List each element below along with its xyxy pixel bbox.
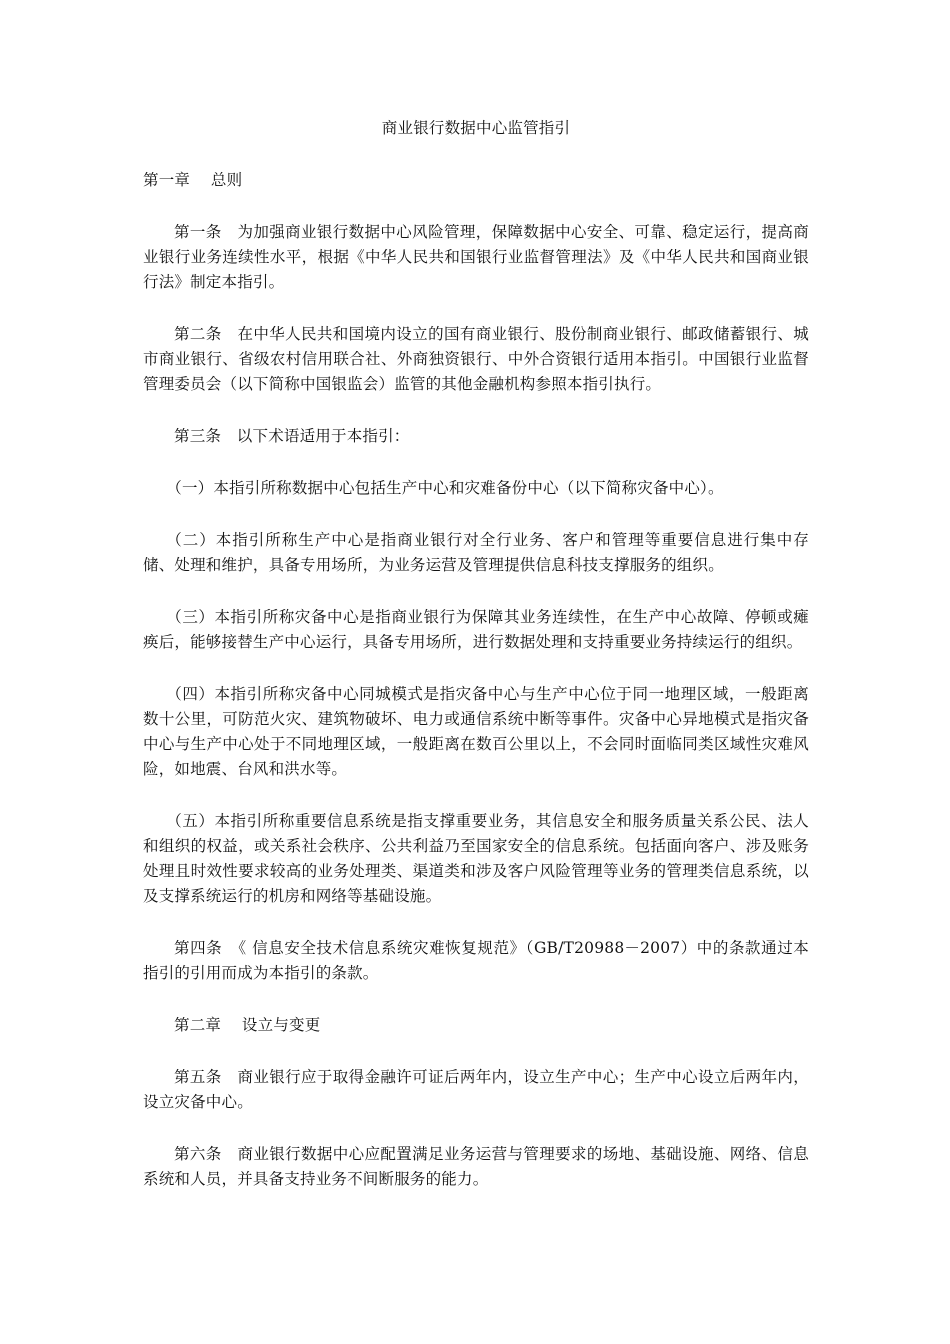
- article-paragraph: 第五条 商业银行应于取得金融许可证后两年内，设立生产中心；生产中心设立后两年内，设立灾备中心。: [143, 1068, 809, 1111]
- article-paragraph: 第二条 在中华人民共和国境内设立的国有商业银行、股份制商业银行、邮政储蓄银行、城市商业银行、省级农村信用联合社、外商独资银行、中外合资银行适用本指引。中国银行业监督管理委员会（以下简称中国银监会）监管的其他金融机构参照本指引执行。: [143, 325, 809, 393]
- definition-item: （五）本指引所称重要信息系统是指支撑重要业务，其信息安全和服务质量关系公民、法人和组织的权益，或关系社会秩序、公共利益乃至国家安全的信息系统。包括面向客户、涉及账务处理且时效性要求较高的业务处理类、渠道类和涉及客户风险管理等业务的管理类信息系统，以及支撑系统运行的机房和网络等基础设施。: [143, 812, 809, 905]
- article-paragraph: 第四条 《 信息安全技术信息系统灾难恢复规范》（GB/T20988－2007）中的条款通过本指引的引用而成为本指引的条款。: [143, 939, 809, 982]
- document-title: 商业银行数据中心监管指引: [381, 119, 571, 137]
- article-paragraph: 第三条 以下术语适用于本指引：: [174, 427, 410, 445]
- article-paragraph: 第一条 为加强商业银行数据中心风险管理，保障数据中心安全、可靠、稳定运行，提高商业银行业务连续性水平，根据《中华人民共和国银行业监督管理法》及《中华人民共和国商业银行法》制定本指引。: [143, 223, 809, 291]
- definition-item: （一）本指引所称数据中心包括生产中心和灾难备份中心（以下简称灾备中心）。: [166, 479, 724, 497]
- chapter-heading: 第一章 总则: [143, 171, 243, 189]
- article-paragraph: 第六条 商业银行数据中心应配置满足业务运营与管理要求的场地、基础设施、网络、信息系统和人员，并具备支持业务不间断服务的能力。: [143, 1145, 809, 1188]
- definition-item: （二）本指引所称生产中心是指商业银行对全行业务、客户和管理等重要信息进行集中存储、处理和维护，具备专用场所，为业务运营及管理提供信息科技支撑服务的组织。: [143, 531, 809, 574]
- chapter-heading: 第二章 设立与变更: [174, 1016, 321, 1034]
- definition-item: （三）本指引所称灾备中心是指商业银行为保障其业务连续性，在生产中心故障、停顿或瘫痪后，能够接替生产中心运行，具备专用场所，进行数据处理和支持重要业务持续运行的组织。: [143, 608, 809, 651]
- definition-item: （四）本指引所称灾备中心同城模式是指灾备中心与生产中心位于同一地理区域，一般距离数十公里，可防范火灾、建筑物破坏、电力或通信系统中断等事件。灾备中心异地模式是指灾备中心与生产中心处于不同地理区域，一般距离在数百公里以上，不会同时面临同类区域性灾难风险，如地震、台风和洪水等。: [143, 685, 809, 778]
- document-body: [143, 116, 809, 1219]
